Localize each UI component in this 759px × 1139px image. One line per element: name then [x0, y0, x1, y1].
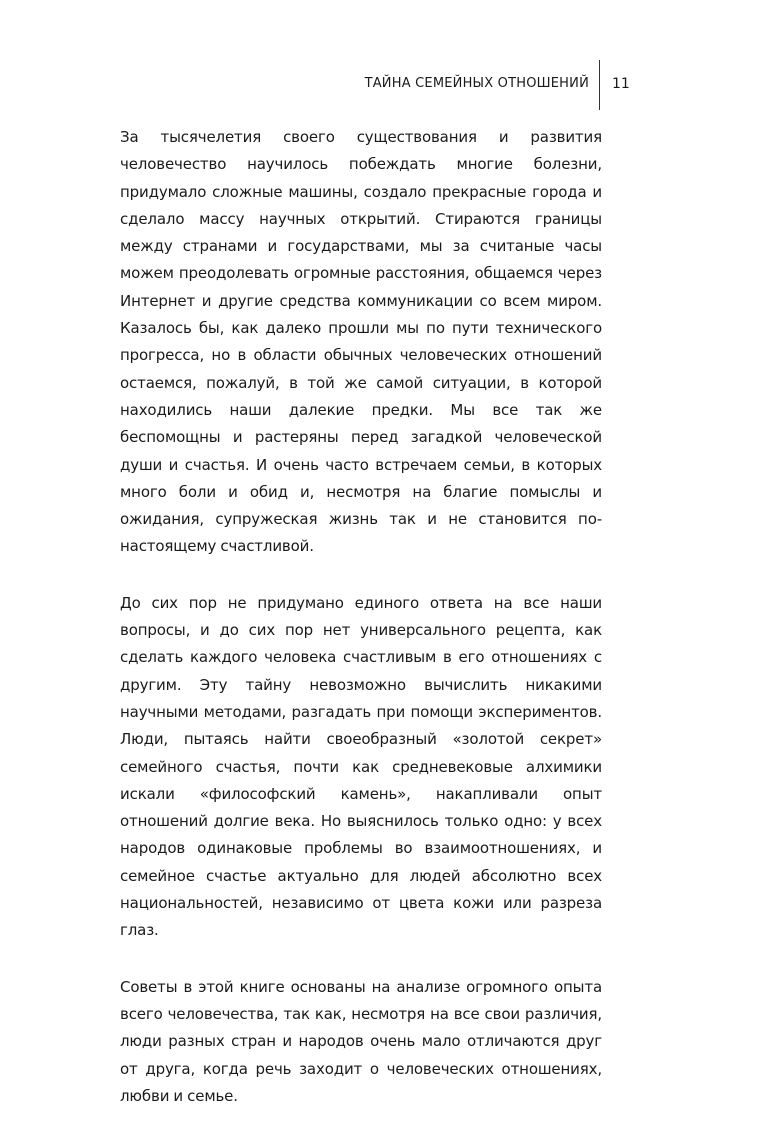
- paragraph: До сих пор не придумано единого ответа на все наши вопросы, и до сих пор нет универсального рецепта, как сделать каждого человека счастливым в его отношениях с другим. Эту тайну невозможно вычислить никакими научными методами, разгадать при помощи экспериментов. Люди, пытаясь найти своеобразный «золотой секрет» семейного счастья, почти как средневековые алхимики искали «философский камень», накапливали опыт отношений долгие века. Но выяснилось только одно: у всех народов одинаковые проблемы во взаимоотношениях, и семейное счастье актуально для людей абсолютно всех национальностей, независимо от цвета кожи или разреза глаз.: [120, 593, 602, 940]
- body-text: [120, 124, 602, 1139]
- page-number: 11: [612, 76, 630, 92]
- running-title: ТАЙНА СЕМЕЙНЫХ ОТНОШЕНИЙ: [364, 76, 589, 91]
- paragraph: Советы в этой книге основаны на анализе огромного опыта всего человечества, так как, несмотря на все свои различия, люди разных стран и народов очень мало отличаются друг от друга, когда речь заходит о человеческих отношениях, любви и семье.: [120, 977, 602, 1105]
- paragraph: За тысячелетия своего существования и развития человечество научилось побеждать многие болезни, придумало сложные машины, создало прекрасные города и сделало массу научных открытий. Стираются границы между странами и государствами, мы за считаные часы можем преодолевать огромные расстояния, общаемся через Интернет и другие средства коммуникации со всем миром. Казалось бы, как далеко прошли мы по пути технического прогресса, но в области обычных человеческих отношений остаемся, пожалуй, в той же самой ситуации, в которой находились наши далекие предки. Мы все так же беспомощны и растеряны перед загадкой человеческой души и счастья. И очень часто встречаем семьи, в которых много боли и обид и, несмотря на благие помыслы и ожидания, супружеская жизнь так и не становится по-настоящему счастливой.: [120, 128, 602, 556]
- header-divider: [599, 60, 600, 110]
- page-header: [0, 56, 759, 106]
